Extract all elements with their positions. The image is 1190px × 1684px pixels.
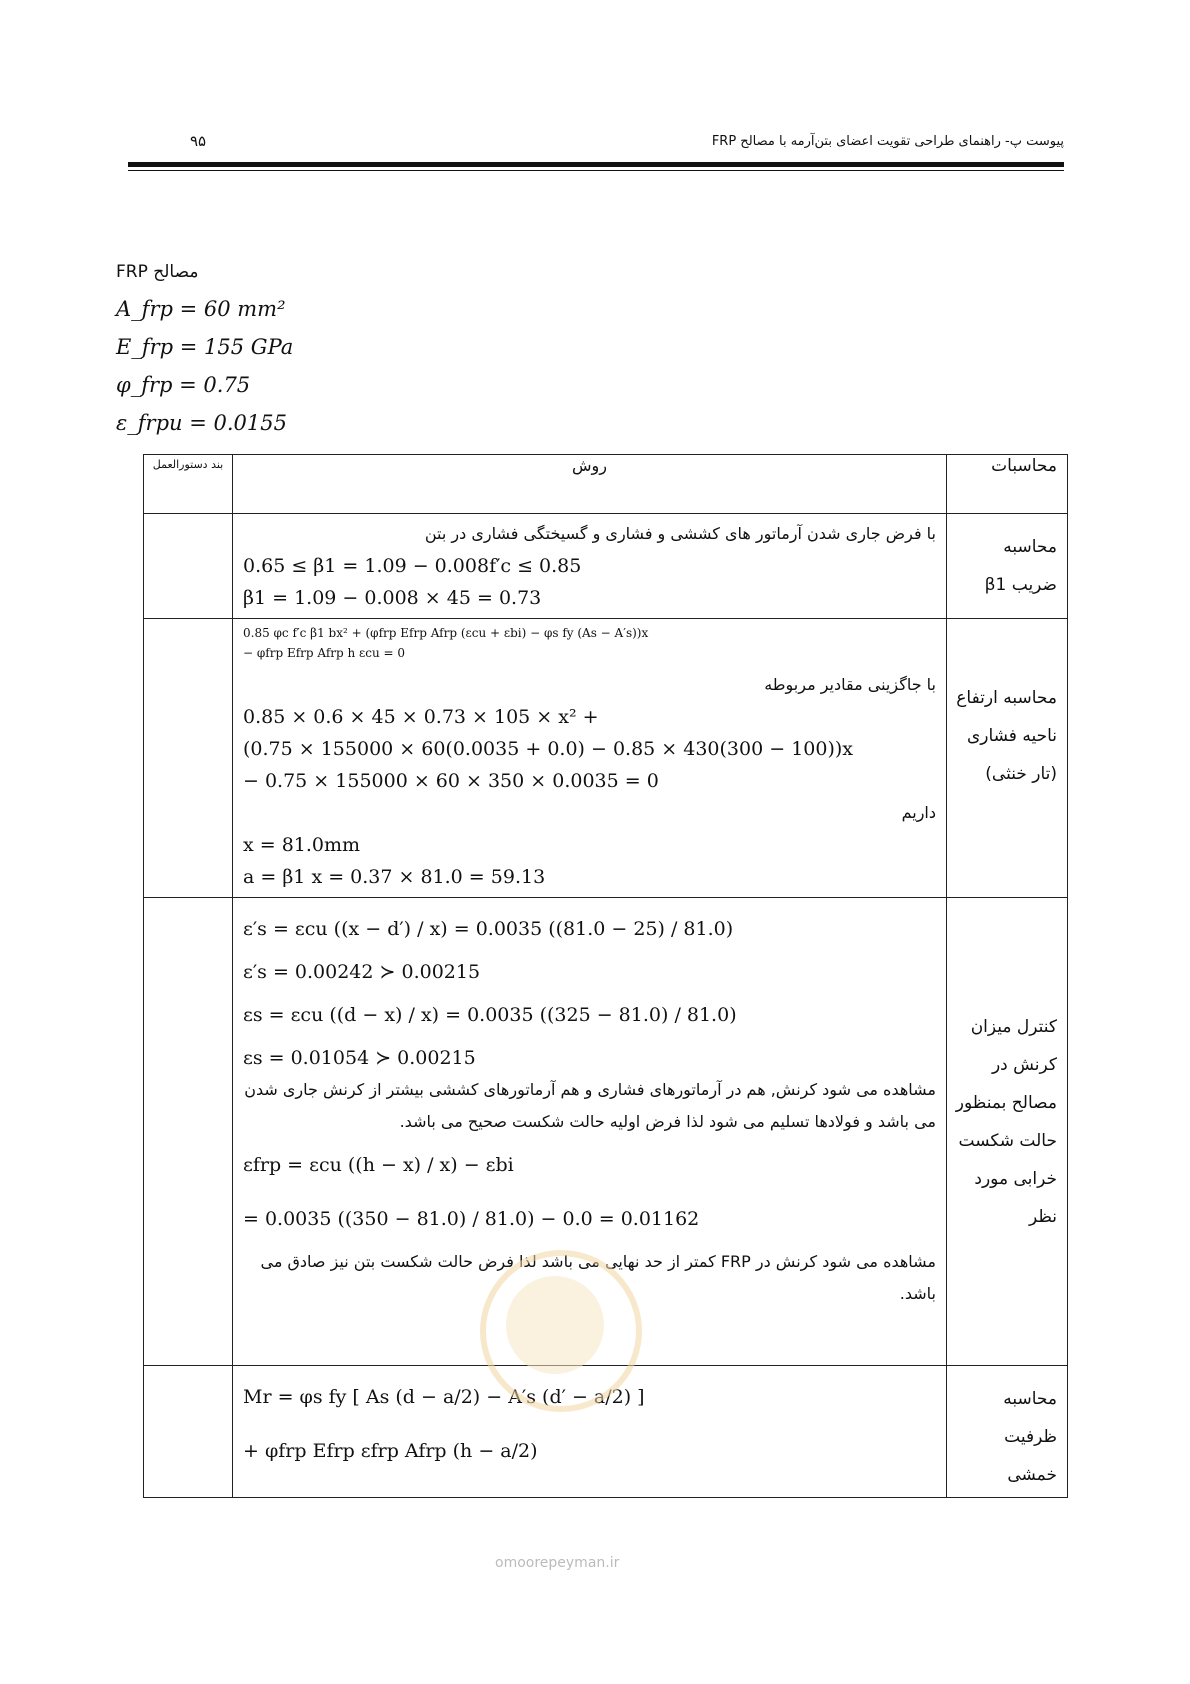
material-area: A_frp = 60 mm² [116,297,286,321]
equation-general: − φfrp Efrp Afrp h εcu = 0 [243,646,406,660]
material-strain: ε_frpu = 0.0155 [116,411,287,435]
watermark-seal-icon [480,1250,642,1412]
equation: Mr = φs fy [ As (d − a/2) − A′s (d′ − a/2) ] [243,1386,645,1408]
equation: ε′s = 0.00242 ≻ 0.00215 [243,961,481,983]
watermark-seal-center [506,1276,604,1374]
calc-cell: محاسبه ضریب β1 [947,514,1068,619]
method-cell [233,619,947,898]
equation: (0.75 × 155000 × 60(0.0035 + 0.0) − 0.85 × 430(300 − 100))x [243,738,853,760]
equation: εs = 0.01054 ≻ 0.00215 [243,1047,476,1069]
method-text: مشاهده می شود کرنش, هم در آرماتورهای فشاری و هم آرماتورهای کششی بیشتر از کرنش جاری شدن می باشد و فولادها تسلیم می شود لذا فرض اولیه حالت شکست صحیح می باشد. [244,1080,936,1131]
equation: − 0.75 × 155000 × 60 × 350 × 0.0035 = 0 [243,770,659,792]
frp-materials [116,262,516,442]
equation: ε′s = εcu ((x − d′) / x) = 0.0035 ((81.0 − 25) / 81.0) [243,918,734,940]
material-modulus: E_frp = 155 GPa [116,335,294,359]
equation: x = 81.0mm [243,834,361,856]
equation: β1 = 1.09 − 0.008 × 45 = 0.73 [243,587,542,609]
calc-cell: کنترل میزان کرنش در مصالح بمنظور حالت شکست خرابی مورد نظر [947,898,1068,1366]
clause-cell [144,898,233,1366]
table-row [144,514,1068,619]
material-phi: φ_frp = 0.75 [116,373,251,397]
equation: + φfrp Efrp εfrp Afrp (h − a/2) [243,1440,538,1462]
method-text: داریم [901,803,936,822]
method-cell [233,514,947,619]
equation: εfrp = εcu ((h − x) / x) − εbi [243,1154,514,1176]
equation: 0.65 ≤ β1 = 1.09 − 0.008f′c ≤ 0.85 [243,555,582,577]
materials-title: مصالح FRP [116,262,199,282]
equation: = 0.0035 ((350 − 81.0) / 81.0) − 0.0 = 0.01162 [243,1208,700,1230]
header-method: روش [233,455,947,514]
equation: εs = εcu ((d − x) / x) = 0.0035 ((325 − 81.0) / 81.0) [243,1004,737,1026]
calc-cell: محاسبه ارتفاع ناحیه فشاری (تار خنثی) [947,619,1068,898]
running-title: پیوست پ- راهنمای طراحی تقویت اعضای بتن‌آرمه با مصالح FRP [711,134,1064,149]
equation: 0.85 × 0.6 × 45 × 0.73 × 105 × x² + [243,706,599,728]
clause-cell [144,1366,233,1498]
watermark-site: omoorepeyman.ir [495,1555,620,1571]
table-header-row [144,455,1068,514]
method-text: با فرض جاری شدن آرماتور های کششی و فشاری و گسیختگی فشاری در بتن [424,524,936,543]
clause-cell [144,619,233,898]
method-text: با جاگزینی مقادیر مربوطه [764,675,936,694]
equation-general: 0.85 φc f′c β1 bx² + (φfrp Efrp Afrp (εcu + εbi) − φs fy (As − A′s))x [243,626,649,640]
calc-cell: محاسبه ظرفیت خمشی [947,1366,1068,1498]
equation: a = β1 x = 0.37 × 81.0 = 59.13 [243,866,546,888]
clause-cell [144,514,233,619]
page-header [128,128,1064,168]
header-rule-thin [128,170,1064,171]
table-row [144,619,1068,898]
header-calc: محاسبات [947,455,1068,514]
page-number: ۹۵ [190,132,207,150]
header-rule-thick [128,162,1064,167]
method-text: مشاهده می شود کرنش در FRP کمتر از حد نهایی می باشد لذا فرض حالت شکست بتن نیز صادق می باشد. [260,1252,936,1303]
header-clause: بند دستورالعمل [144,455,233,514]
